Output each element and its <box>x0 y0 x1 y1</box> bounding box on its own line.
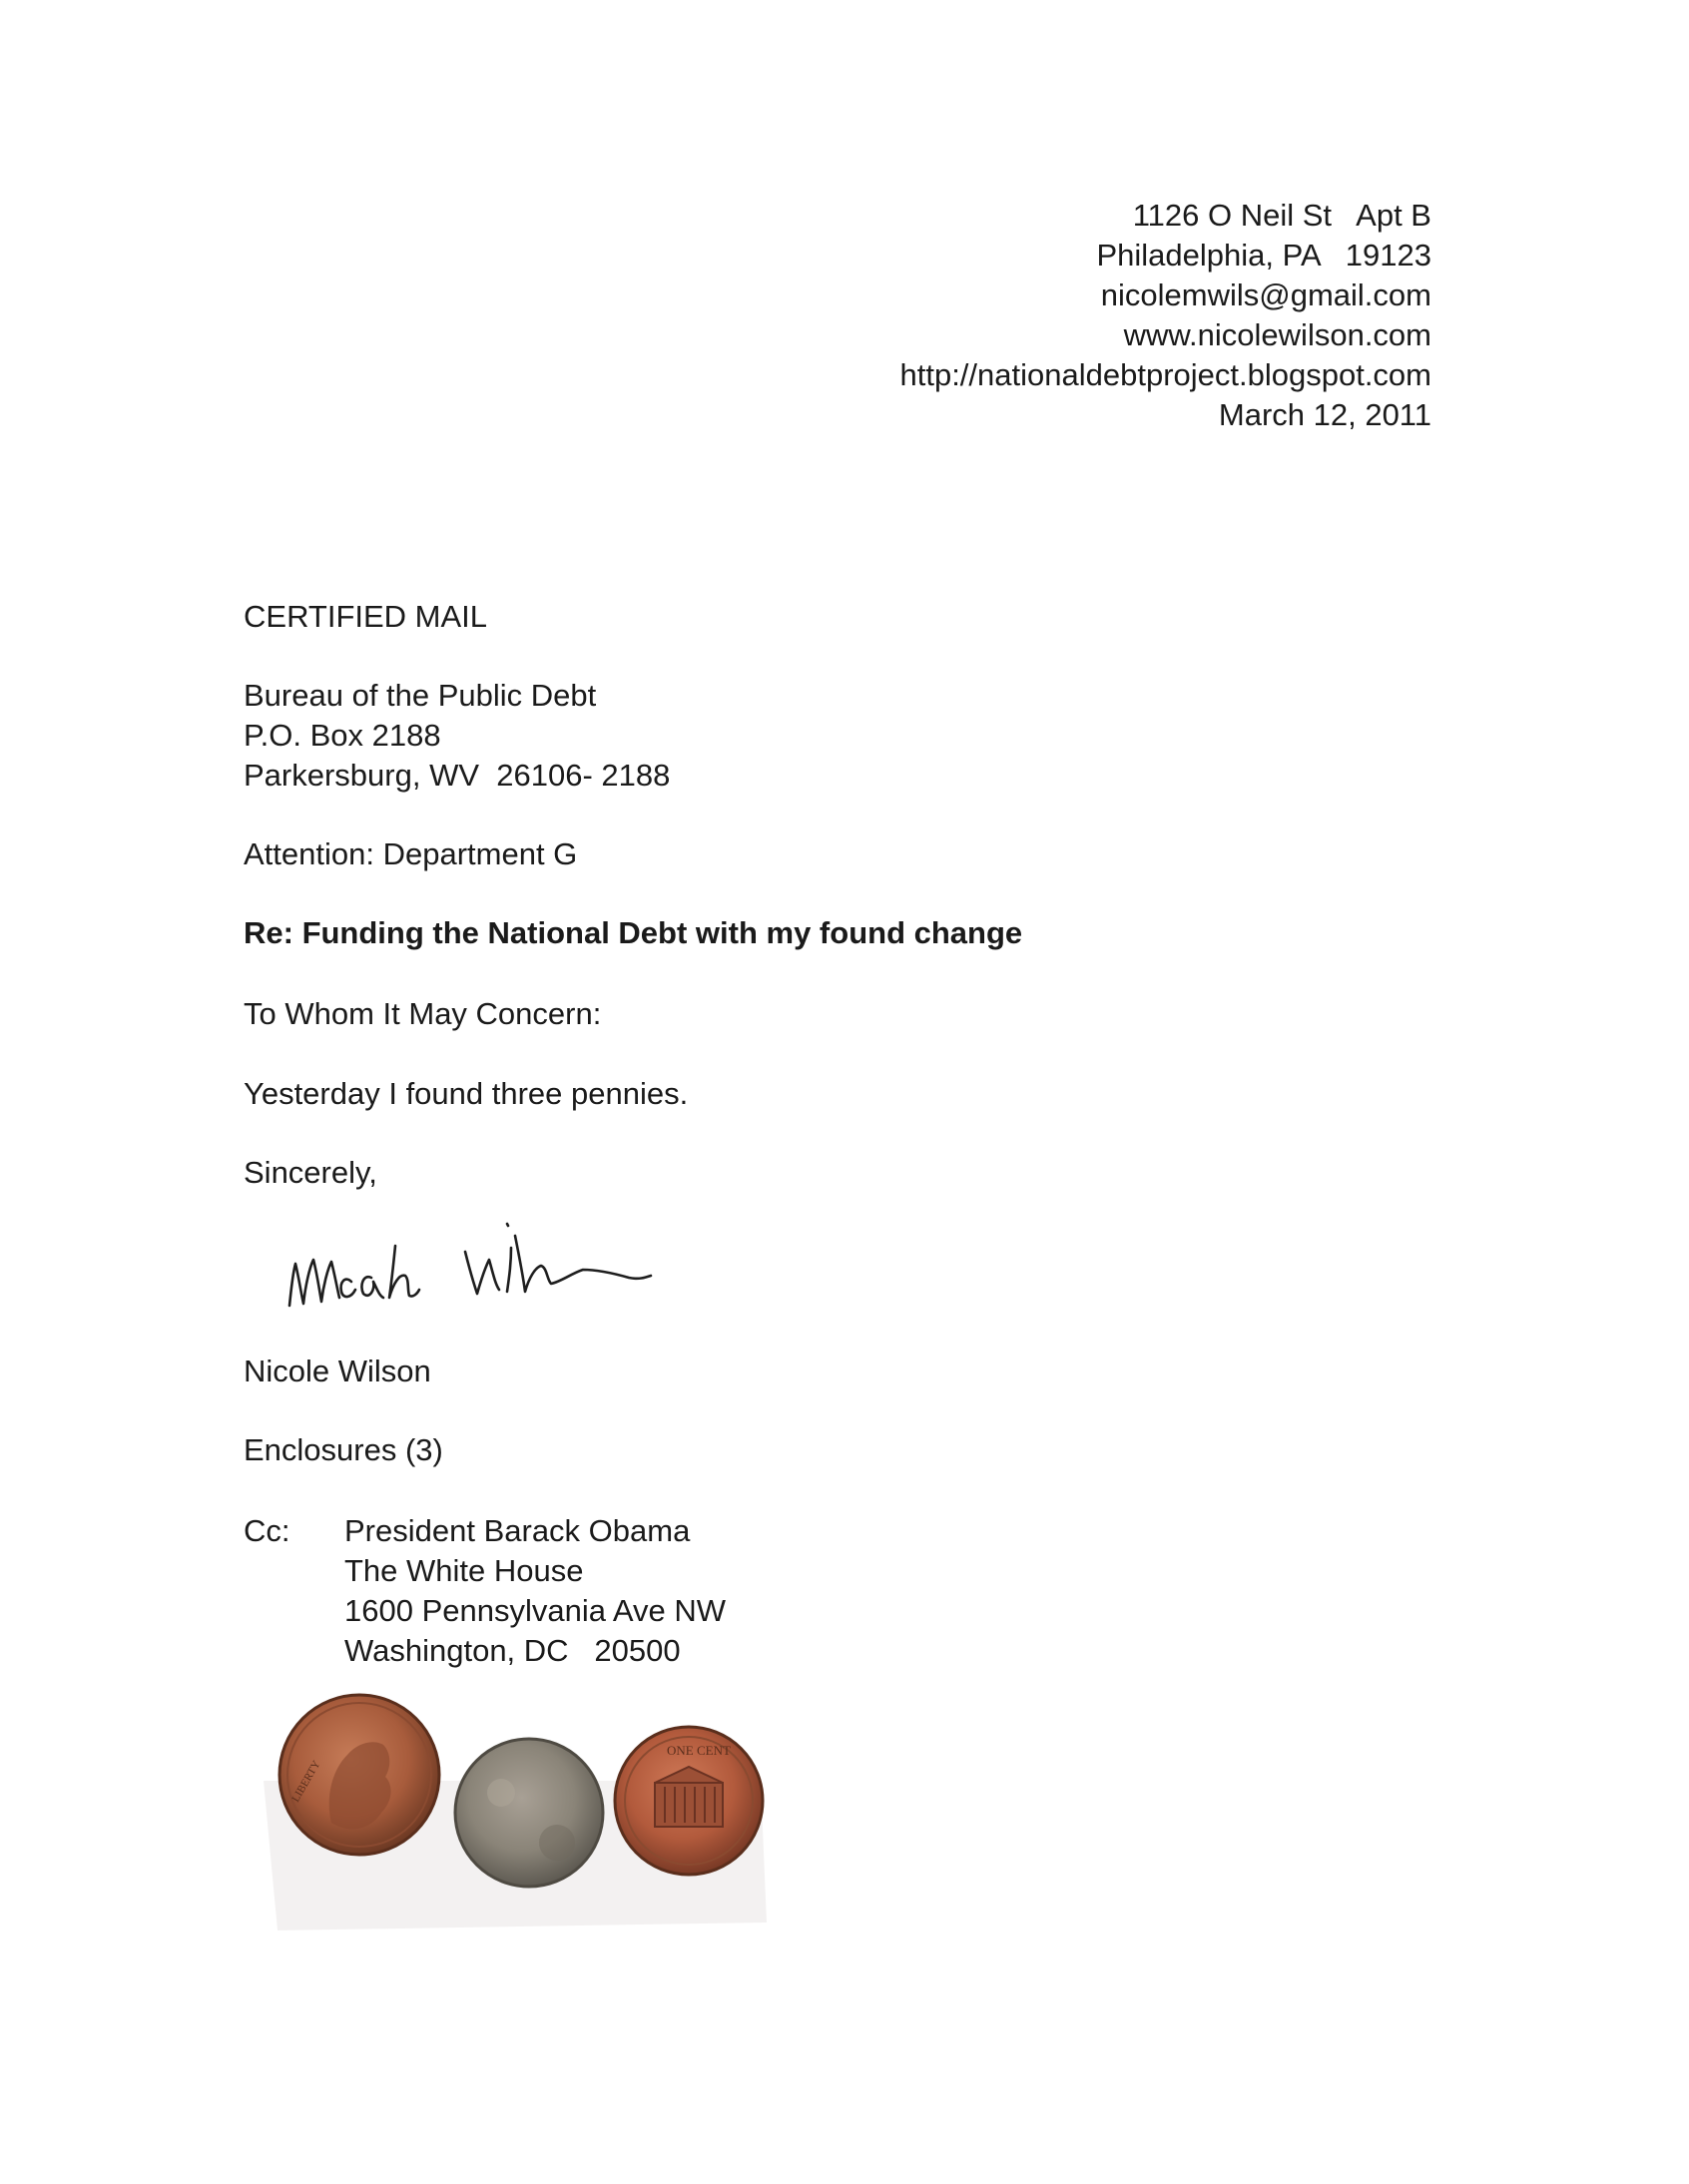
attention-line: Attention: Department G <box>244 836 578 871</box>
cc-address-block <box>344 1511 726 1671</box>
sender-email: nicolemwils@gmail.com <box>1100 277 1431 312</box>
certified-mail-label: CERTIFIED MAIL <box>244 599 488 634</box>
cc-label: Cc: <box>244 1513 290 1548</box>
sender-blog: http://nationaldebtproject.blogspot.com <box>899 357 1431 392</box>
cc-city: Washington, DC 20500 <box>344 1633 681 1668</box>
coin-one-cent-text: ONE CENT <box>667 1743 731 1758</box>
closing: Sincerely, <box>244 1155 377 1190</box>
cc-street: 1600 Pennsylvania Ave NW <box>344 1593 726 1628</box>
sender-city: Philadelphia, PA 19123 <box>1096 238 1431 273</box>
enclosures-line: Enclosures (3) <box>244 1432 443 1467</box>
recipient-name: Bureau of the Public Debt <box>244 678 597 713</box>
recipient-address-block <box>244 676 670 796</box>
handwritten-signature <box>280 1186 729 1316</box>
cc-organization: The White House <box>344 1553 584 1588</box>
sender-address-block <box>899 196 1431 435</box>
recipient-po-box: P.O. Box 2188 <box>244 718 441 753</box>
cc-name: President Barack Obama <box>344 1513 691 1548</box>
letter-date: March 12, 2011 <box>1218 397 1431 432</box>
coin-liberty-text: LIBERTY <box>289 1758 323 1805</box>
sender-website: www.nicolewilson.com <box>1123 317 1431 352</box>
recipient-city: Parkersburg, WV 26106- 2188 <box>244 758 671 793</box>
taped-pennies-image <box>262 1673 781 1942</box>
subject-line: Re: Funding the National Debt with my found change <box>244 915 1023 950</box>
sender-street: 1126 O Neil St Apt B <box>1132 198 1431 233</box>
salutation: To Whom It May Concern: <box>244 996 602 1031</box>
letter-body: Yesterday I found three pennies. <box>244 1076 689 1111</box>
penny-tails <box>615 1727 763 1875</box>
signer-name: Nicole Wilson <box>244 1354 431 1388</box>
penny-heads <box>280 1695 439 1855</box>
penny-worn <box>455 1739 603 1887</box>
